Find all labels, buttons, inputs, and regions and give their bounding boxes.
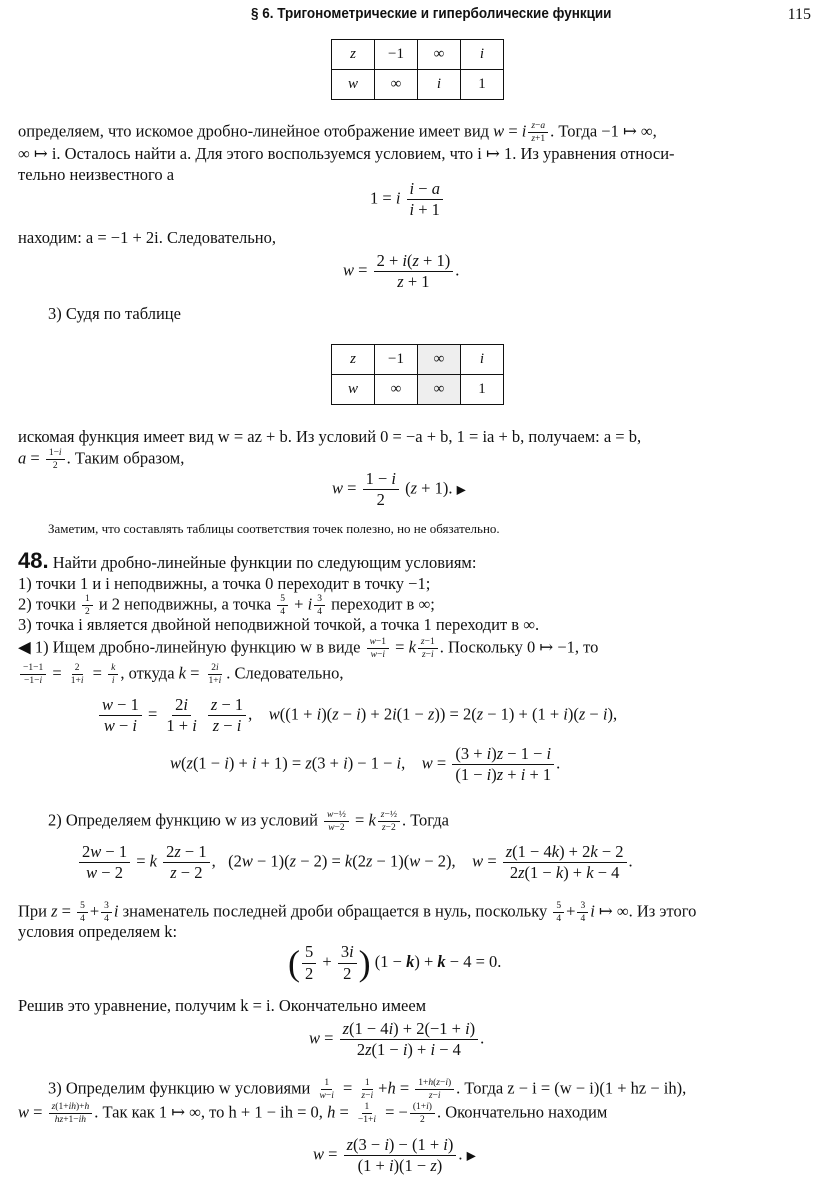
equation: ( $\frac{5}{2}$ + $\frac{3i}{2}$ ) (1 − k) + k − 4 = 0.: [288, 942, 502, 983]
correspondence-table-2: [331, 344, 504, 405]
table-cell: ∞: [418, 345, 461, 375]
correspondence-table-1: [331, 39, 504, 100]
text-line: 3) Судя по таблице: [48, 304, 181, 323]
equation: w(z(1 − i) + i + 1) = z(3 + i) − 1 − i, w = $\frac{(3 + i)z - 1 - i}{(1 - i)z + i + 1}$ .: [170, 744, 561, 785]
section-title: § 6. Тригонометрические и гиперболические функции: [251, 6, 612, 22]
problem-statement: 48. Найти дробно-линейные функции по следующим условиям:: [18, 548, 477, 573]
text-line: При z = $\frac{5}{4}$ + $\frac{3}{4}$ i знаменатель последней дроби обращается в нуль, поскольку $\frac{5}{4}$ + $\frac{3}{4}$ i ↦ ∞. Из этого: [18, 901, 697, 925]
note: Заметим, что составлять таблицы соответствия точек полезно, но не обязательно.: [48, 521, 500, 536]
table-cell: z: [332, 345, 375, 375]
table-cell: w: [332, 375, 375, 405]
page-number: 115: [787, 6, 811, 23]
end-of-proof-icon: ▶: [456, 482, 466, 497]
table-cell: ∞: [418, 40, 461, 70]
table-cell: i: [461, 345, 504, 375]
table-cell: i: [418, 70, 461, 100]
table-cell: 1: [461, 70, 504, 100]
text-line: определяем, что искомое дробно-линейное отображение имеет вид w = i $\frac{z-a}{z+1}$ . Тогда −1 ↦ ∞,: [18, 121, 657, 145]
text-line: ◀ 1) Ищем дробно-линейную функцию w в виде $\frac{w-1}{w-i}$ = k $\frac{z-1}{z-i}$ . Поскольку 0 ↦ −1, то: [18, 637, 599, 661]
equation: 1 = i $\frac{i - a}{i + 1}$: [370, 180, 445, 219]
text-line: ∞ ↦ i. Осталось найти a. Для этого воспользуемся условием, что i ↦ 1. Из уравнения относи-: [18, 144, 675, 163]
table-row: [332, 375, 504, 405]
table-cell: ∞: [375, 70, 418, 100]
table-cell: ∞: [375, 375, 418, 405]
problem-number: 48.: [18, 548, 49, 573]
table-cell: −1: [375, 345, 418, 375]
table-row: [332, 345, 504, 375]
table-cell: ∞: [418, 375, 461, 405]
list-item: 2) точки $\frac{1}{2}$ и 2 неподвижны, а точка $\frac{5}{4}$ + i $\frac{3}{4}$ переходит в ∞;: [18, 594, 435, 618]
table-cell: w: [332, 70, 375, 100]
equation: w = $\frac{2 + i(z + 1)}{z + 1}$ .: [343, 251, 460, 292]
text-line: Решив это уравнение, получим k = i. Окончательно имеем: [18, 996, 427, 1015]
list-item: 3) точка i является двойной неподвижной точкой, а точка 1 переходит в ∞.: [18, 615, 540, 634]
page-header: [0, 6, 825, 28]
end-of-proof-icon: ▶: [466, 1148, 476, 1163]
equation: w = $\frac{z(3 - i) - (1 + i)}{(1 + i)(1 - z)}$ . ▶: [313, 1135, 476, 1176]
equation: w = $\frac{1 - i}{2}$ (z + 1). ▶: [332, 469, 466, 510]
text-line: искомая функция имеет вид w = az + b. Из условий 0 = −a + b, 1 = ia + b, получаем: a = b,: [18, 427, 642, 446]
text-line: находим: a = −1 + 2i. Следовательно,: [18, 228, 276, 247]
equation: $\frac{2w - 1}{w - 2}$ = k $\frac{2z - 1}{z - 2}$ , (2w − 1)(z − 2) = k(2z − 1)(w − 2), w = $\frac{z(1 - 4k) + 2k - 2}{2z(1 - k) + k - 4}$ .: [77, 843, 633, 882]
table-cell: z: [332, 40, 375, 70]
text-line: 3) Определим функцию w условиями $\frac{1}{w-i}$ = $\frac{1}{z-i}$ +h = $\frac{1+h(z-i)}{z-i}$ . Тогда z − i = (w − i)(1 + hz − ih),: [48, 1078, 687, 1102]
text-line: условия определяем k:: [18, 922, 178, 941]
table-row: [332, 40, 504, 70]
equation: $\frac{w - 1}{w - i}$ = $\frac{2i}{1 + i}$ $\frac{z - 1}{z - i}$ , w((1 + i)(z − i) + 2i(1 − z)) = 2(z − 1) + (1 + i)(z − i),: [97, 696, 617, 735]
list-item: 1) точки 1 и i неподвижны, а точка 0 переходит в точку −1;: [18, 574, 431, 593]
table-row: [332, 70, 504, 100]
text-line: 2) Определяем функцию w из условий $\frac{\text{w−½}}{w-2}$ = k $\frac{\text{z−½}}{z-2}$ . Тогда: [48, 810, 449, 834]
text-line: тельно неизвестного a: [18, 165, 175, 184]
text-line: a = $\frac{1-i}{2}$ . Таким образом,: [18, 448, 185, 472]
equation: w = $\frac{z(1 - 4i) + 2(-1 + i)}{2z(1 - i) + i - 4}$ .: [309, 1019, 485, 1060]
table-cell: i: [461, 40, 504, 70]
table-cell: −1: [375, 40, 418, 70]
table-cell: 1: [461, 375, 504, 405]
text-line: $\frac{-1-1}{-1-i}$ = $\frac{2}{1+i}$ = $\frac{k}{i}$ , откуда k = $\frac{2i}{1+i}$ . Следовательно,: [18, 663, 818, 687]
text-line: w = $\frac{z(1+ih)+h}{hz+1-ih}$ . Так как 1 ↦ ∞, то h + 1 − ih = 0, h = $\frac{1}{-1+i}$ = − $\frac{(1+i)}{2}$ . Окончательно находим: [18, 1102, 608, 1126]
